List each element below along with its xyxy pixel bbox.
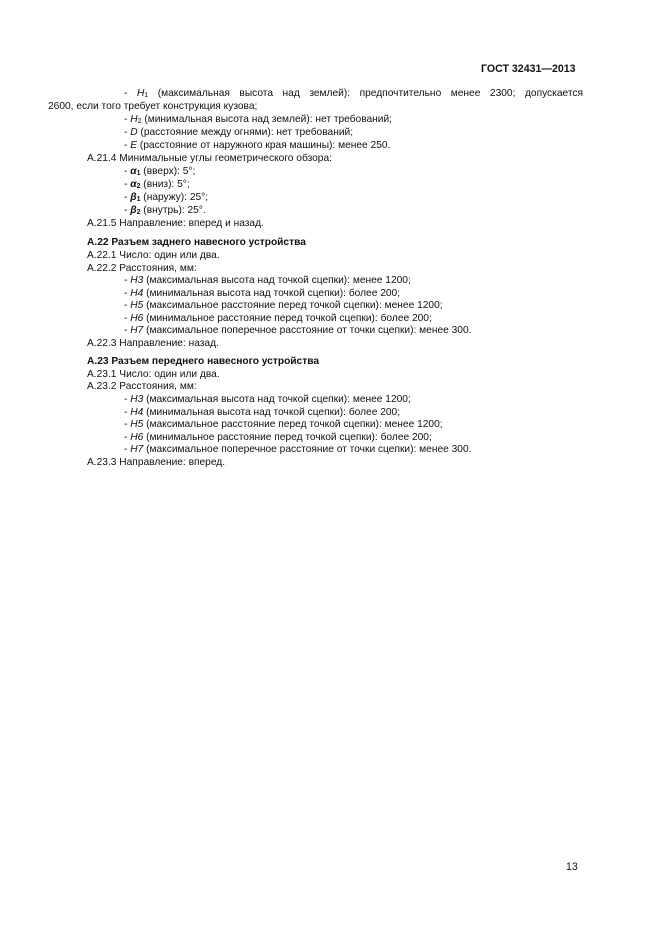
section-a22-heading: А.22 Разъем заднего навесного устройства <box>87 237 306 248</box>
distance-text: (минимальное расстояние перед точкой сцепки): более 200; <box>143 432 432 443</box>
distance-text: (максимальное поперечное расстояние от точки сцепки): менее 300. <box>143 325 472 336</box>
section-a21-5: А.21.5 Направление: вперед и назад. <box>87 218 264 229</box>
symbol-d: D <box>130 127 138 138</box>
a23-distance-item <box>124 432 432 444</box>
section-a23-3: А.23.3 Направление: вперед. <box>87 457 226 468</box>
dash: - <box>124 407 131 418</box>
dash: - <box>124 394 131 405</box>
symbol: H3 <box>130 394 144 405</box>
a23-distance-item <box>124 407 400 419</box>
symbol: H7 <box>130 325 144 336</box>
angle-text: (наружу): 25°; <box>140 192 209 203</box>
standard-header: ГОСТ 32431—2013 <box>481 63 576 75</box>
symbol: H4 <box>130 288 144 299</box>
subscript: 1 <box>144 92 149 99</box>
subscript: 2 <box>136 209 141 216</box>
angle-item <box>124 205 206 217</box>
section-a22-3: А.22.3 Направление: назад. <box>87 338 219 349</box>
subscript: 2 <box>136 183 141 190</box>
page-number: 13 <box>566 861 578 873</box>
dash: - <box>124 114 131 125</box>
subscript: 1 <box>136 170 141 177</box>
angle-item <box>124 166 195 178</box>
distance-text: (минимальная высота над точкой сцепки): более 200; <box>143 407 401 418</box>
subscript: 1 <box>136 196 141 203</box>
h2-text: (минимальная высота над землей): нет требований; <box>141 114 393 125</box>
dash: - <box>124 166 131 177</box>
distance-text: (максимальная высота над точкой сцепки): менее 1200; <box>143 394 411 405</box>
symbol: H5 <box>130 300 144 311</box>
e-text: (расстояние от наружного края машины): менее 250. <box>137 140 391 151</box>
symbol: H6 <box>130 432 144 443</box>
symbol: H4 <box>130 407 144 418</box>
dash: - <box>124 432 131 443</box>
dash: - <box>124 313 131 324</box>
a23-distance-item <box>124 444 471 456</box>
dash: - <box>124 419 131 430</box>
symbol-alpha: α <box>130 179 137 190</box>
symbol-beta: β <box>130 205 137 216</box>
a23-distance-item <box>124 394 411 406</box>
subscript: 2 <box>137 118 142 125</box>
distance-text: (максимальная высота над точкой сцепки): менее 1200; <box>143 275 411 286</box>
section-a23-2: А.23.2 Расстояния, мм: <box>87 381 197 392</box>
dash: - <box>124 275 131 286</box>
e-item <box>124 140 390 152</box>
distance-text: (минимальная высота над точкой сцепки): более 200; <box>143 288 401 299</box>
angle-text: (вверх): 5°; <box>140 166 196 177</box>
dash: - <box>124 205 131 216</box>
a23-distance-item <box>124 419 443 431</box>
symbol-beta: β <box>130 192 137 203</box>
h1-text: (максимальная высота над землей): предпочтительно менее 2300; допускается <box>148 88 583 99</box>
a22-distance-item <box>124 300 443 312</box>
distance-text: (максимальное расстояние перед точкой сцепки): менее 1200; <box>143 300 443 311</box>
symbol-h2: H <box>130 114 138 125</box>
angle-text: (вниз): 5°; <box>140 179 190 190</box>
section-a21-4-title: А.21.4 Минимальные углы геометрического обзора: <box>87 153 332 164</box>
h1-paragraph-line1 <box>124 88 583 100</box>
symbol-h1: H <box>136 88 145 99</box>
dash: - <box>124 192 131 203</box>
distance-text: (максимальное поперечное расстояние от точки сцепки): менее 300. <box>143 444 472 455</box>
h1-paragraph-line2: 2600, если того требует конструкция кузова; <box>48 101 258 112</box>
dash: - <box>124 444 131 455</box>
dash: - <box>124 127 131 138</box>
section-a23-heading: А.23 Разъем переднего навесного устройства <box>87 356 319 367</box>
dash: - <box>124 179 131 190</box>
a22-distance-item <box>124 325 471 337</box>
dash: - <box>124 88 137 99</box>
a22-distance-item <box>124 313 432 325</box>
symbol: H6 <box>130 313 144 324</box>
d-text: (расстояние между огнями): нет требований; <box>137 127 354 138</box>
distance-text: (минимальное расстояние перед точкой сцепки): более 200; <box>143 313 432 324</box>
angle-text: (внутрь): 25°. <box>140 205 206 216</box>
h2-item <box>124 114 392 126</box>
dash: - <box>124 300 131 311</box>
symbol: H5 <box>130 419 144 430</box>
angle-item <box>124 192 208 204</box>
distance-text: (максимальное расстояние перед точкой сцепки): менее 1200; <box>143 419 443 430</box>
dash: - <box>124 325 131 336</box>
section-a23-1: А.23.1 Число: один или два. <box>87 369 220 380</box>
a22-distance-item <box>124 288 400 300</box>
a22-distance-item <box>124 275 411 287</box>
symbol: H3 <box>130 275 144 286</box>
section-a22-1: А.22.1 Число: один или два. <box>87 250 220 261</box>
d-item <box>124 127 353 139</box>
dash: - <box>124 288 131 299</box>
angle-item <box>124 179 190 191</box>
symbol-e: E <box>130 140 138 151</box>
symbol: H7 <box>130 444 144 455</box>
symbol-alpha: α <box>130 166 137 177</box>
dash: - <box>124 140 131 151</box>
section-a22-2: А.22.2 Расстояния, мм: <box>87 263 197 274</box>
